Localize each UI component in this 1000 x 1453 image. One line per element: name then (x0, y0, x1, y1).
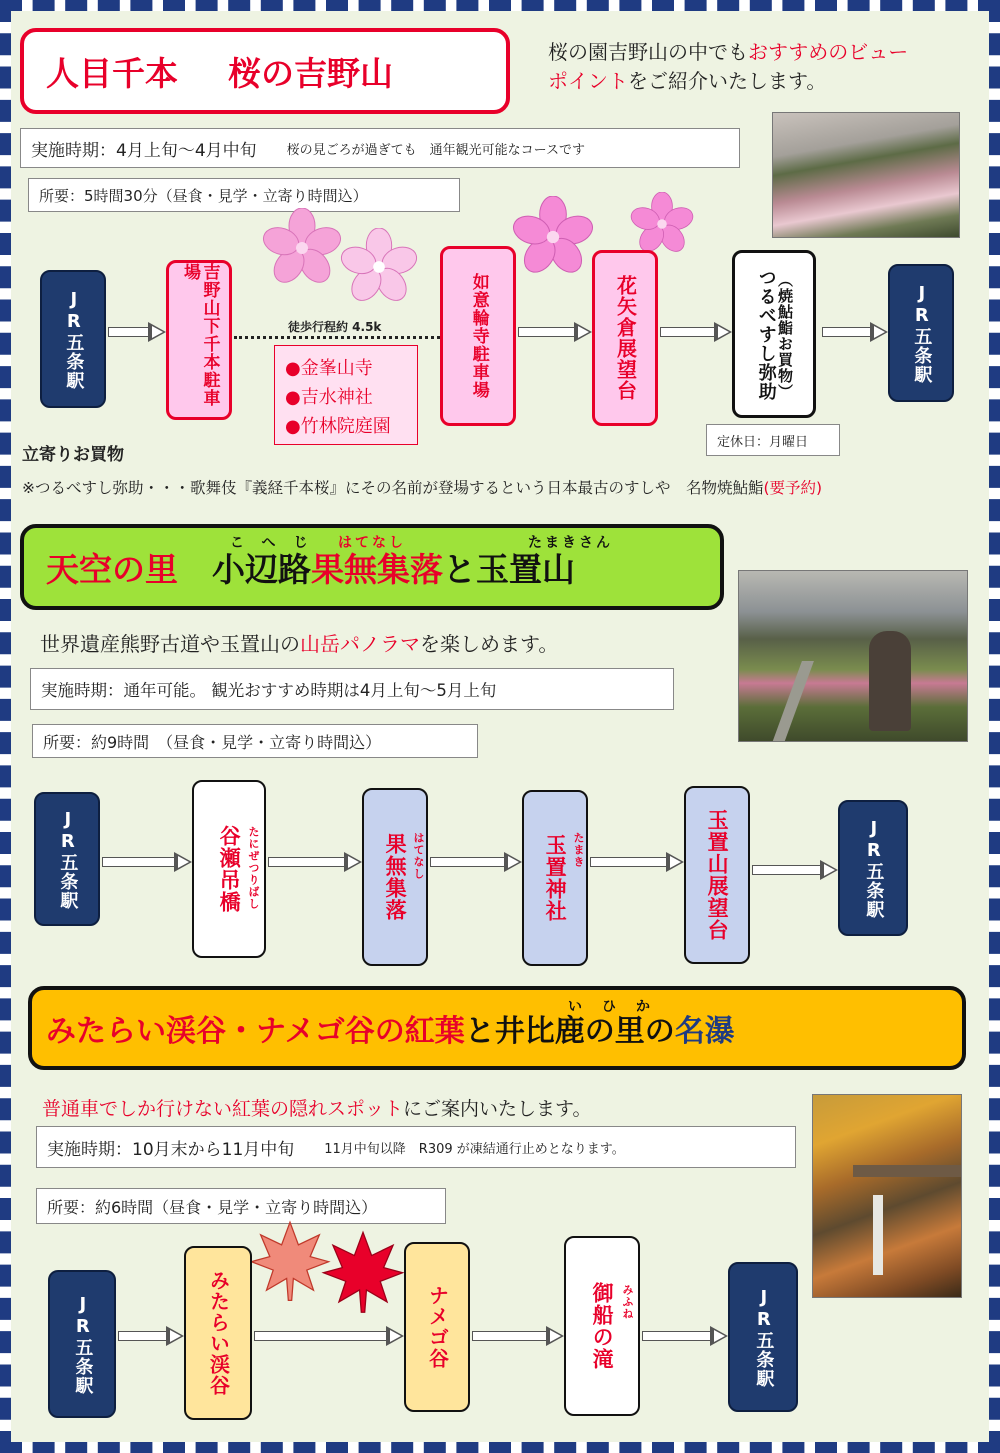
route3-arrow (642, 1326, 728, 1346)
section2-title-b: 小辺路 (212, 549, 311, 589)
section3-title (28, 986, 966, 1070)
route2-end-jr-gojo: JR五条駅 (838, 800, 908, 936)
section1-duration (28, 178, 460, 212)
route1-start-jr-gojo: JR五条駅 (40, 270, 106, 408)
photo-yoshino-sakura (772, 112, 960, 238)
maple-leaf-icon (320, 1228, 406, 1314)
section1-intro (548, 38, 968, 96)
section3-title-a: みたらい渓谷・ナメゴ谷の紅葉 (46, 1014, 465, 1049)
photo-hatenashi-village (738, 570, 968, 742)
route2-tamaki-ruby: たまき (572, 832, 585, 868)
route2-arrow (430, 852, 522, 872)
route1-arrow (518, 322, 592, 342)
route2-arrow (102, 852, 192, 872)
photo-mitarai-gorge (812, 1094, 962, 1298)
route3-start-jr-gojo: JR五条駅 (48, 1270, 116, 1418)
section1-shopping-text: ※つるべすし弥助・・・歌舞伎『義経千本桜』にその名前が登場するという日本最古のすしや 名物焼鮎鮨(要予約) (22, 479, 823, 497)
stop-kinpusenji: ●金峯山寺 (285, 358, 373, 379)
route1-nyoirinji-parking: 如意輪寺駐車場 (440, 246, 516, 426)
route3-end-jr-gojo: JR五条駅 (728, 1262, 798, 1412)
section2-duration: 所要：約9時間 （昼食・見学・立寄り時間込） (32, 724, 478, 758)
section3-title-b: と (464, 1014, 495, 1049)
section1-period-label: 実施時期：4月上旬～4月中旬 (31, 140, 257, 161)
section2-title-c: 果無集落 (311, 549, 443, 589)
section1-period (20, 128, 740, 168)
section2-ruby-b: はてなし (338, 535, 406, 551)
section1-period-note: 桜の見ごろが過ぎても 通年観光可能なコースです (286, 142, 585, 158)
route1-stops-box (274, 345, 418, 445)
section2-title-a: 天空の里 (46, 549, 178, 589)
stop-yoshimizu-jinja: ●吉水神社 (285, 387, 373, 408)
route1-closed-day: 定休日：月曜日 (706, 424, 840, 456)
route2-arrow (590, 852, 684, 872)
route1-arrow (822, 322, 888, 342)
route2-tamaki-shrine: 玉置神社 (522, 790, 588, 966)
section3-ruby-a: いひか (568, 999, 670, 1015)
route3-mitarai-gorge: みたらい渓谷 (184, 1246, 252, 1420)
route3-namego-valley: ナメゴ谷 (404, 1242, 470, 1412)
section1-duration-text: 所要：5時間30分（昼食・見学・立寄り時間込） (39, 186, 368, 205)
sakura-icon (512, 196, 594, 278)
section1-intro-b: おすすめのビュー (748, 40, 909, 64)
section3-title-d: 名瀑 (674, 1014, 735, 1049)
section2-title-d: と玉置山 (443, 549, 575, 589)
route1-shop-note: （焼鮎鮨お買物） (775, 272, 794, 400)
section3-title-c: 井比鹿の里の (494, 1014, 675, 1049)
route2-start-jr-gojo: JR五条駅 (34, 792, 100, 926)
section1-title (20, 28, 510, 114)
section1-title-b: 桜の吉野山 (228, 53, 393, 93)
route3-arrow (118, 1326, 184, 1346)
section3-intro: 普通車でしか行けない紅葉の隠れスポットにご案内いたします。 (42, 1098, 592, 1120)
route1-arrow (108, 322, 166, 342)
route3-mifune-falls: 御船の滝 (564, 1236, 640, 1416)
section1-intro-a: 桜の園吉野山の中でも (548, 40, 748, 64)
route1-end-jr-gojo: JR五条駅 (888, 264, 954, 402)
section1-title-a: 人目千本 (46, 53, 178, 93)
section3-duration: 所要：約6時間（昼食・見学・立寄り時間込） (36, 1188, 446, 1224)
section2-ruby-a: こへじ (230, 535, 326, 551)
route1-yoshinoyama-shimosenbon: 吉野山下千本駐車場 (166, 260, 232, 420)
route1-hanayagura-observatory: 花矢倉展望台 (592, 250, 658, 426)
route3-arrow (254, 1326, 404, 1346)
section2-intro: 世界遺産熊野古道や玉置山の山岳パノラマを楽しめます。 (40, 632, 559, 656)
route3-arrow (472, 1326, 564, 1346)
route2-hatenashi-ruby: はてなし (412, 832, 425, 880)
section1-intro-c: ポイント (548, 69, 628, 93)
section1-intro-d: をご紹介いたします。 (628, 69, 827, 93)
sakura-icon (630, 192, 694, 256)
section1-shopping-heading: 立寄りお買物 (22, 445, 124, 465)
route2-arrow (752, 860, 838, 880)
route1-walk-distance: 徒歩行程約 4.5k (288, 320, 382, 334)
section2-ruby-c: たまきさん (528, 535, 613, 551)
route2-tamakisan-observatory: 玉置山展望台 (684, 786, 750, 964)
route2-tanize-bridge: 谷瀬吊橋 (192, 780, 266, 958)
sakura-icon (340, 228, 418, 306)
stop-chikurinin: ●竹林院庭園 (285, 416, 391, 437)
route1-tsurubesushi-yasuke: つるべすし弥助 （焼鮎鮨お買物） (732, 250, 816, 418)
route2-hatenashi-village: 果無集落 (362, 788, 428, 966)
route1-arrow (660, 322, 732, 342)
section2-period: 実施時期：通年可能。 観光おすすめ時期は4月上旬～5月上旬 (30, 668, 674, 710)
section3-period: 実施時期：10月末から11月中旬 11月中旬以降 R309 が凍結通行止めとなります。 (36, 1126, 796, 1168)
route1-walk-line (234, 336, 440, 339)
route2-arrow (268, 852, 362, 872)
route3-mifune-ruby: みふね (621, 1284, 634, 1320)
sakura-icon (262, 208, 342, 288)
route2-tanize-ruby: たにぜつりばし (247, 826, 260, 910)
